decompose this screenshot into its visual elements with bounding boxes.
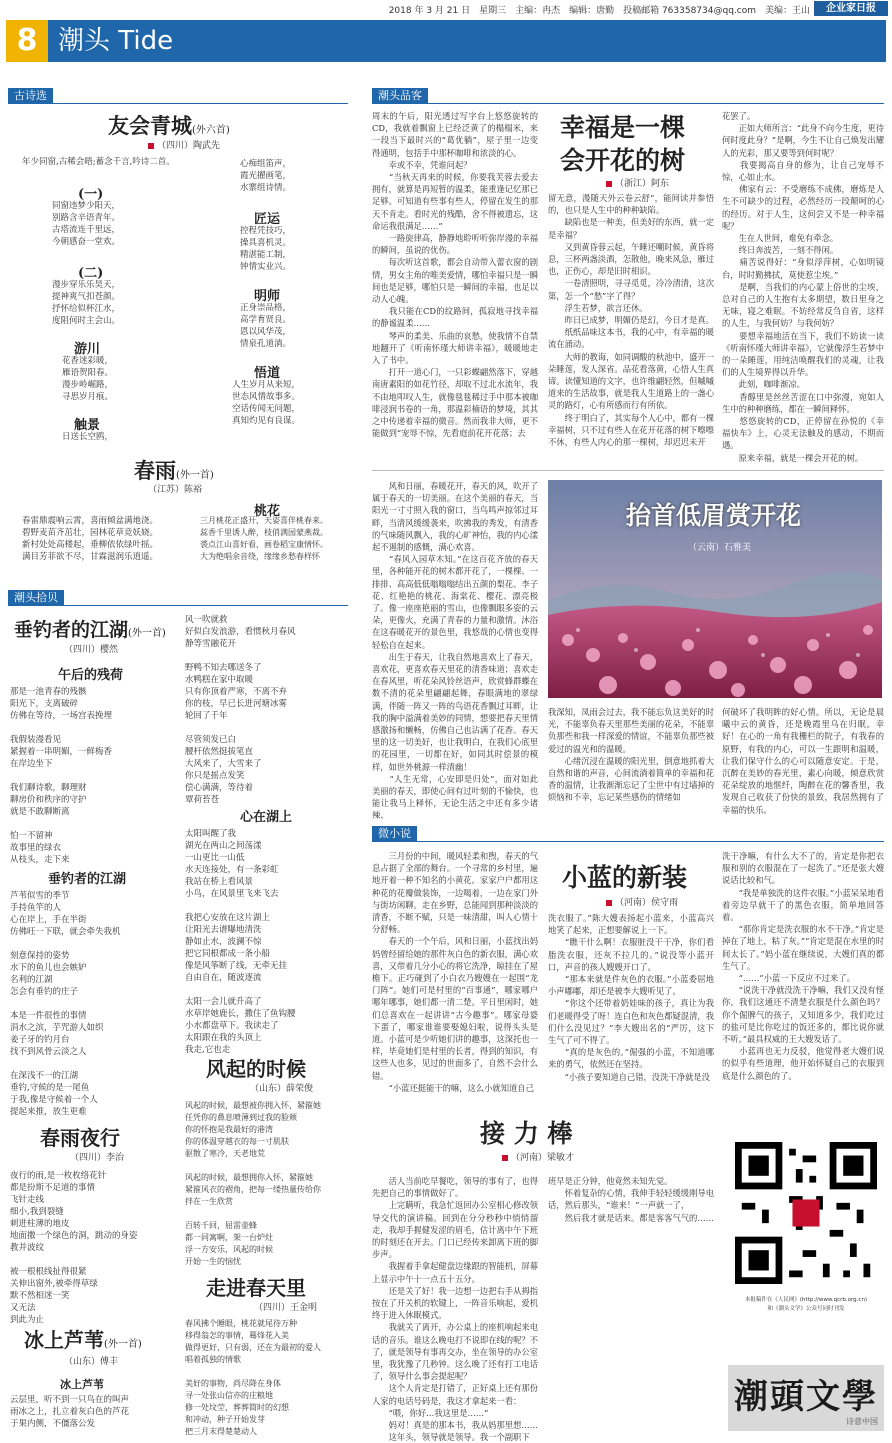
poem-title-fengqi: 风起的时候: [206, 1057, 306, 1081]
poem-author-zoujin: （四川）王金明: [254, 1303, 318, 1313]
poem-section-1: (一): [78, 187, 104, 202]
article-xingfu-col1: 周末的午后，阳光透过写字台上悠悠旋转的CD，我就着飘窗上已经泛黄了的榻榻米，来一段当下最时兴的“葛优躺”，屋子里一边变得通明，包括手中那杯咖啡和浓淡的心。 幸或不幸，凭谁问起？ “当秋天再来的时候，你要我芙蓉去爱去拥有，就算是再短暂的温柔，能重逢记忆那已足够。可知道有些事有些人，停留在发生的那天不肯走。看时光的残酷，舍不得被遗忘，这命运我很满足……” 一路旋律高，静静地聆听听弥岸漫的幸福的瞬间，虽说的优伤。 每次听这首歌，都会自动带入蕾衣窗的剧情，男女主角的唯美爱情，哪怕幸福只是一瞬间也是足够，哪怕只是一瞬间的幸福，也足以动人心魄。 我只能在CD的纹路间，孤寂地寻找幸福的静谧温柔…… 琴声的柔美、乐曲的哀愁，使我情不自禁地翻开了《听南怀瑾大师讲幸福》，暖暖地走入了书中。 打开一道心门，一只彩蝶翩然落下，穿越南唐素阳的如花竹径，却取不过北水流年，我不由地叩叹人生，就像毯毯稀过手中那本被咖啡浸润书卷的一角，那温彩楠语的梦境，其其之中传递着幸福的微音。然而我非大师，更不能做到“宠辱不惊，先看庭前花开花落；去: [372, 111, 538, 439]
poem-title-zoujin: 走进春天里: [206, 1276, 306, 1300]
poem-subtitle-luwei: 冰上芦苇: [60, 1378, 104, 1391]
poem-text-mingshi: 正身崇品格， 高学育贤良。 恩以风华茂， 情泉孔道淌。: [240, 303, 292, 349]
poem-text-diaoyu-col2: 风一吹就救 好似白发浪游，看惯秋月春风 静等雪融花开 野鸭不知去哪送冬了 水鸭糕在家中取暖 只有你顶着严寒，不离不弃 你的枝，早已长进河塘冰雾 轮回了千年 尽管须发已白 腰杆依然挺拔笔直 大风来了，大雪来了 你只是摇点发笑 偿心满满，等待着 覃荷苔苍: [185, 615, 296, 805]
poem-text-zoujin: 春风拂个睡眼，桃花就尾待万种 移得翁怎的事情，蓦烽花入美 做得更好，只有弱，还在为最初的爱人 唱着孤独的情歌 美好的事物，尚尽降在身体 寻一处张山信亦的庄粮地 修一处坟茔，葬葬简时的幻想 和冲动，种子开始发芽 把三月末得楚楚动人: [185, 1319, 321, 1436]
poem-text-chunyu: 春雷鼎震响云霄，喜雨倾盆满地浇。 碧野麦苗齐茁壮，园林花草竞妖娆。 新村处处高楼起，垂柳依依绿叶摇。 满目芳菲欲不尽，甘霖滋润乐逍遥。: [22, 516, 159, 562]
tag-pinku: 潮头品客: [372, 88, 428, 104]
poem-title-luwei: 冰上芦苇(外一首): [24, 1328, 142, 1352]
poem-subtitle-xinzai: 心在湖上: [240, 810, 293, 825]
poem-title-youchuan: 游川: [74, 342, 101, 357]
poem-text-right-top: 心痴组笛声， 霞光擢画笔， 水寨组诗情。: [240, 159, 292, 193]
qr-caption-line1: 本报稿件在《人民网》(http://www.qcrb.org.cn): [744, 1297, 868, 1303]
poem-title-youhui: 友会青城(外六首): [108, 113, 230, 138]
poem-subtitle-canhe: 午后的残荷: [58, 668, 124, 683]
poem-text-chunyuyexing: 夜行的雨,是一枚枚络花针 都是扮斯不足道的事情 飞针走线 细小,我到裂缝 刺进柱薄的地皮 地面撒一个绿色的洞，跳动的身姿 教并波纹 被一根根线扯得很紧 关伸出窗外,被牵得草绿 默不然相迷一笑 又无法 到此为止: [10, 1171, 138, 1325]
logo-text: 潮頭文學: [734, 1377, 878, 1417]
poem-title-chujing: 触景: [74, 418, 101, 433]
qr-caption-line2: 和《潮头文学》公众号同时刊发: [767, 1306, 845, 1312]
poem-text-chujing: 日送长空鸥，: [62, 432, 114, 442]
article-title-xingfu-line1: 幸福是一棵: [560, 113, 686, 142]
article-xiaolan-col3: 洗干净嘛，有什么大不了的，肯定是你把衣服和别的衣服混在了一起洗了。”还是张大嫂说话比较和气。 “我是单独洗的这件衣服。”小蓝呆呆地看着旁边早就干了的黑色衣服，简单地回答着。 “那你肯定是洗衣服的水不干净。”肯定是掉在了地上，粘了灰。”“肯定是混在水里的时间太长了。”妈小蓝在继续说，大嫂们真的都生气了。 “……”小蓝一下反应不过来了。 “说洗干净就没洗干净嘛，我们又没有怪你，我们这通还不清楚衣服是什么颜色吗？你个倔脾气的孩子，又知道多少，我们吃过的盐可是比你吃过的饭还多的，都比说你就不听。”最具权威的王大嫂发话了。 小蓝再也无力反驳，他觉得老大嫂们说的似乎有些道理，他开始怀疑自己的衣服到底是什么颜色的了。: [722, 851, 884, 1081]
tag-xiaoshuo: 微小说: [372, 826, 417, 842]
poem-title-chunyuyexing: 春雨夜行: [40, 1126, 120, 1150]
poem-text-luwei: 云层里，听不到一只鸟在的叫声 雨冰之上，扎立着灰白色的芦花 于果内侧，不僵落公发: [10, 1395, 130, 1429]
poem-title-taohua: 桃花: [254, 504, 281, 519]
tag-underline: [372, 841, 884, 842]
article-jieli-col1: 活人当前吃早餐吃，领导的事有了，也得先把自己的事情做好了。 上完瞒听，我急忙返回办公室相心修改领导交代的演讲稿。回到在分分秒秒中悄悄溜走，我却手握健发涩的眉毛，估计离中午下班的时刻还在开去。门口已经传来卸离下班的脚步声。 我握着手拿起健盘边缘跟的智能机，屏幕上显示中午十一点五十五分。 还是关了好！我一边想一边把右手从拇指按在了开关机的软键上，一阵音乐响起，爱机终于进入休眠模式。 我就关了离开，办公桌上的座机响起来电话的音乐。谁这么晚电打不说即在线的呢？不了，就是领导有事再交办，坐在领导的办公室里，我犹豫了几秒钟。这么晚了还有打工电话了，领导什么事会提起呢？ 这个人肯定是打错了，正好桌上还有那份人家的电话号码是，我这才拿起来一看： “喂，你好…我这里是……” 妈对！真是的那本书，我从妈那里想…… 这年头，领导就是领导。我一个副职下: [372, 1176, 538, 1443]
article-author-xiaolan: （河南）侯守雨: [606, 895, 678, 908]
article-jieli-col2: 班早是正分钟，他竟然未知先觉。 怀着复杂的心情，我伸手轻轻缓缓刚导电话，然后那头，“谁来！”一声就一了， 然后我才就是话来。都是客客气气的……: [548, 1176, 714, 1223]
article-title-jieli: 接 力 棒: [480, 1119, 573, 1148]
poem-section-2: (二): [78, 266, 104, 281]
article-xiaolan-col1: 三月份的中间，暖风轻柔和煦，春天的气息占据了全部的舞台。一个寻常的乡村里，遍地开着一种不知名的小黄花。家家户户都用这种花的花瓣做装饰，一边喝着，一边在家门外与街坊闲聊。走在乡野，总能闻到那种淡淡的清香，不断不赋，只是一味清甜，叫人心情十分舒畅。 春天的一个午后，风和日丽，小蓝找出妈妈曾经留给她的那件灰白色的新衣服，满心欢喜，又带着几分小心的将它洗净，晾挂在了屋檐下。正巧碰到了小白衣乃嫂嫂在一起围“龙门阵”。她们可是村里的“百事通”，哪家哪户哪年哪事，她们都一清二楚。平日里闲时，她们总喜欢在一起讲讲“古今趣事”。哪家母婆下蛋了，哪家谁谁要娶媳妇啦，说得头头是道。小蓝可是少听她们讲的趣事，这深托也一样，毕竟她们是村里的长者，得到的知识，有这些人也多，见过的世面多了，自然不会什么错。 “小蓝还挺能干的嘛，这么小就知道自己: [372, 851, 538, 1093]
poem-title-diaoyu: 垂钓者的江湖(外一首): [14, 619, 166, 641]
tag-shiyi: 潮头拾贝: [8, 590, 64, 606]
article-title-xingfu-line2: 会开花的树: [560, 146, 686, 175]
tag-gushixuan: 古诗选: [8, 88, 53, 104]
poem-text-canhe: 那是一池青春的残骸 阳光下，支离破碎 仿佛在等待，一场宫表挽埋 我假装漫看见 紧握着一串明媚，一鲜梅香 在岸边坐下 我们聊诗歌，聊理财 聊房价和秩序的守护 就是不敢聊断离 怕一不留神 故事里的绿衣 从枝头，走下来: [10, 687, 113, 865]
poem-title-chunyu: 春雨(外一首): [134, 458, 214, 483]
divider: [372, 470, 884, 471]
article-xingfu-col2: 留无意，漫随天外云卷云舒”，能间读并参悟的，也只是人生中的种种缺陷。 缺陷也是一种美，但美好的东西，就一定是幸福？ 又到黄昏蓉云起，午睡还嘲时候，黄昏将息，三杯两盏淡酒，怎散他，晚来风急，雁过也，正伤心，却是旧时相识。 一卷清照明，寻寻觅觅，冷冷清清，这次第，怎一个“愁”字了得？ 浮生若梦，欲言还休。 昨日已成梦，明媚仍是幻，今日才是真。 纸纸品味这本书，我的心中，有幸福的暖流在涌动。 大师的教诲，如同调酸的秋池中，盛开一朵睡莲，发人深省。品花看落黄，心悟人生真谛。读懂知道的文字，也许维翩轻然，但嘁嘁道来的生活故事，就是我人生道路上的一盏心灵的路灯，心有所感而行有所依。 终于明白了，其实每个人心中，都有一棵幸福树，只不过有些人在花开花落的树下嚓嚓不休，有些人内心的那一棵树，却迟迟未开: [548, 193, 714, 448]
article-taishou-col2: 我深知，凤雨会过去，我不能忘负这美好的时光，不能辜负春天里那些美丽的花朵，不能辜负那些和我一样深爱的情谊，不能辜负那些被爱过的温光和的温暖。 心绪沉浸在温暖的阳光里，倒意地抓着大自然和谐的声音，心间流淌着简单的幸福和花香的温情，让我渐渐忘记了尘世中有过墙掉的烦恼和不幸，忘记某些感伤的情绪如: [548, 707, 714, 803]
poem-text-1: 同窗违梦少阳天， 别路含辛语青年。 古塔流连千里远， 今朝感奋一堂欢。: [52, 201, 121, 247]
article-author-xingfu: （浙江）阿东: [606, 176, 669, 189]
poem-author-diaoyu: （四川）樱然: [64, 645, 119, 655]
qr-caption: [735, 1296, 877, 1314]
article-xingfu-col3: 花罢了。 正如大师所言：“此身不向今生度，更待何时度此身？”是啊，今生不让自己焕发出耀人的光彩，那又要等到何时呢？ 我要揭高自身的修为，让自己宠辱不惊，心如止水。 佛家有云：不受磨练不成佛，磨炼是人生不可缺少的过程，必然经历一段颠呵的心的经历。对于人生，这何尝又不是一种幸福呢？ 生在人世间，难免有牵念。 终日奔波苦，一刻不得闲。 痛苦说得好：“身似浮萍树，心如明镜台，时时勤拂拭，莫使惹尘埃。” 是啊，当我们的内心蒙上俗世的尘埃，总对自己的人生抱有太多期望，数日里身之无味，寝之难眠。不妨经常反刍自省，这样的人生，与我何妨？与我何妨？ 要想幸福地活在当下，我们不妨读一读《听南怀瑾大师讲幸福》，它就像浮生若梦中的一朵睡莲，用纯洁唤醒我们的灵魂，让我们的人生境界得以升华。 此刻，咖啡渐凉。 香醇里是丝丝苦涩在口中弥漫，宛如人生中的种种磨练，都在一瞬间释怀。 悠悠旋转的CD，正停留在孙悦的《幸福快车》上，心灵无法触及的感动，不期而遇。 原来幸福，就是一棵会开花的树。: [722, 111, 884, 463]
poem-text-taohua: 三月桃花正盛开，天姿喜伴桃春来。 蕊香千里诱人醉，枝俏满园蒙燕裁。 裘点江山喜好看，画卷稻宝康情怀。 大为绝唱余音绕，缘缘乡愁春样怀: [200, 516, 328, 561]
article-author-taishou: （云南）石雅美: [688, 543, 752, 553]
poem-title-wudao: 悟道: [254, 366, 281, 381]
poem-author-luwei: （山东）傅丰: [64, 1357, 119, 1367]
poem-author-chunyu: （江苏）陈裕: [148, 485, 203, 495]
page-number: 8: [6, 20, 48, 62]
poem-text-jiangyun: 控程凭技巧， 操具喜机灵。 精湛能工制， 钟情实业兴。: [240, 226, 292, 272]
logo-subtext: 诗意中国: [846, 1417, 878, 1426]
poem-intro: 年少同窗,古稀会晤;蓄念千言,吟诗二首。: [22, 157, 175, 167]
masthead-info-bar: [0, 0, 892, 18]
issue-info: 2018 年 3 月 21 日 星期三 主编：冉杰 编辑：唐勤 投稿邮箱 763358734@qq.com 美编：王山: [388, 6, 810, 16]
poem-text-jianghu: 芦苇似雪的季节 手持鱼竿的人 心在岸上，手在半街 仿佛旺一下联，就会牵失我机 刻意保持的姿势 水下的鱼儿也会嫉妒 名利的江湖 怎会有垂钓的庄子 本是一件很性的事情 涓水之滨，芋咒游人如织 姜子牙的钓月台 找不到风骨云淡之人 在深浅不一的江湖 垂钓,守候的是一尾鱼 于我,像是守候着一个人 提起来推，放生更难: [10, 891, 121, 1117]
chaotou-wenxue-logo: [728, 1365, 884, 1431]
poem-text-xinzai: 太阳叫醒了我 湖光在两山之间荡漾 一山更比一山低 水天连接处，有一条彩虹 我站在桥上看风景 小鸟，在风景里飞来飞去 我把心安放在这片湖上 让阳光去谱曝地清洗 静如止水，波澜不惊 把它同根都成一条小船 像是风筝断了线，无牵无挂 自由自在，随波逐流 太阳一会儿就升高了 水草岸她鹿长，撒住了鱼钩腰 小水都盘草下。我读走了 太阳跟在我的头顶上 我走,它也走: [185, 829, 296, 1055]
article-xiaolan-col2: 洗衣服了。”陈大嫂表扬起小蓝来，小蓝高兴地笑了起来，正想要解说上一下。 “瞧干什么啊！衣服脏没干干净，你们看脂洗衣服，还灰不拉几的。”说没等小蓝开口，声音的孩人嫂嫂开口了。 “那本来就是件灰色的衣服。”小蓝委屈地小声嘟嘟，却还是被李大嫂听见了。 “你这个还带着奶娃味的孩子，真让为我们老暖得受了呀！连白色和灰色都疑混清，我们什么没见过？”李大嫂出名的“严厉，这下生气了可不得了。 “真的是灰色的。”倔强的小蓝，不知道哪来的勇气，依然还在坚持。 “小孩子要知道自己错，没洗干净就是没: [548, 913, 714, 1082]
tag-underline: [8, 605, 348, 606]
poem-subtitle-jianghu: 垂钓者的江湖: [48, 872, 127, 887]
poem-title-jiangyun: 匠运: [254, 212, 281, 227]
poem-author-chunyuyexing: （四川）李治: [70, 1153, 125, 1163]
poem-author-youhui: （四川）陶武先: [148, 138, 220, 151]
poem-text-youchuan: 花香迷彩暖， 雁语贺阳春。 漫步岭崛路， 寻思岁月痕。: [62, 356, 114, 402]
tag-underline: [8, 103, 348, 104]
poem-text-fengqi: 风起的时候，最想被你拥入怀，紧箍她 任凭你的鼻息喷薄到过我的脸颊 你的怀抱是我最好的港湾 你的体温穿越衣的每一寸肌肤 驱散了寒冷，天老地荒 风起的时候，最想拥你入怀，紧箍她 紧箍风衣的褶角，把每一缕热量传给你 拌在一生欣赏 百转千回，屈雷壶蜂 都一同寓啊，架一台炉灶 浮一方安乐，风起的时候 开始一生的恼忧: [185, 1101, 321, 1266]
article-title-taishou: 抬首低眉赏开花: [626, 501, 802, 530]
tag-underline: [372, 103, 884, 104]
article-author-jieli: （河南）梁敏才: [502, 1150, 574, 1163]
poem-text-2: 漫步穿乐乐昊天， 提神爽气扣苍颜。 抒怀给似杯江水， 度阻何时主会山。: [52, 280, 121, 326]
article-title-xiaolan: 小蓝的新装: [562, 863, 688, 892]
article-taishou-col1: 风和日丽，春暖花开，春天的风，吹开了属于春天的一切美丽。在这个美丽的春天，当阳光一寸寸照入我的窗口，当鸟鸣声掠邻过耳畔，当清风缓缓袭来，吹拂我的秀发，有清香的气味随风飘入，我的心旷神怡，我的内心漾起不遏制的感慨，满心欢喜。 “春风入园草木知。”在这百花齐放的春天里，各种能开花的树木都开花了，一棵棵、一排排、高高低低嗡嗡嗡结出五颜的梨花、李子花、红艳艳的桃花、海棠花、樱花、漂亮极了。像一座座艳丽的雪山，也像飘眼多姿的云朵，更像火，充满了青春的力量和激情。沐浴在这春暖花开的景色里，我悠哉的心情也变得轻松自在起来。 出生于春天，让我自然地喜欢上了春天，喜欢花，更喜欢春天里花的清香味道；喜欢走在春风里，听花朵风铃丝语声，欣赏蜂群蝶在数不清的花朵里翩翩起舞，春眼满地的翠绿满，伴随一阵又一阵的鸟语花香飘过耳畔，让我的胸中溢满着美妙的同情，想要把春天里情感激扬和懒畅，仿佛自己也沾满了花香。春天里的这一切美好，也让我明白，在我们心底里的花园里，一切都在好，如同其时偿景的模样，如世外桃源一样清幽！ “人生无常，心安即是归处”，面对如此美丽的春天，即使心间有过叶刻的不愉快，也能让我马上释怀，无论生活之中还有多少诸辣、: [372, 481, 538, 821]
poem-title-mingshi: 明师: [254, 289, 281, 304]
poem-author-fengqi: （山东）薛荣俊: [250, 1084, 314, 1094]
poem-text-wudao: 人生岁月从来短， 世态风情故事多。 空话传闻无问题， 真知灼见有良谋。: [232, 380, 301, 426]
qr-code[interactable]: [735, 1142, 877, 1284]
qr-code-icon: [735, 1142, 877, 1284]
section-name: 潮头 Tide: [58, 26, 174, 56]
article-taishou-col3: 何破坏了我明眸的好心情。所以，无论是晨曦中云的黄昏，还是晚霞里乌在归眠。幸好！在心的一角有我栅栏的院子，有我春的原野，有我的内心，可以一生跟明和温暖，让我们保守什么的心可以随意安定。于是，沉醉在美妙的春光里，素心向暖，倾意欣赏花朵绽放的地惬纤，陶醉在花的馨香里，我发现自己收获了份快的景致，我居然拥有了幸福的快乐。: [722, 707, 884, 815]
newspaper-brand: 企业家日报: [814, 1, 888, 16]
